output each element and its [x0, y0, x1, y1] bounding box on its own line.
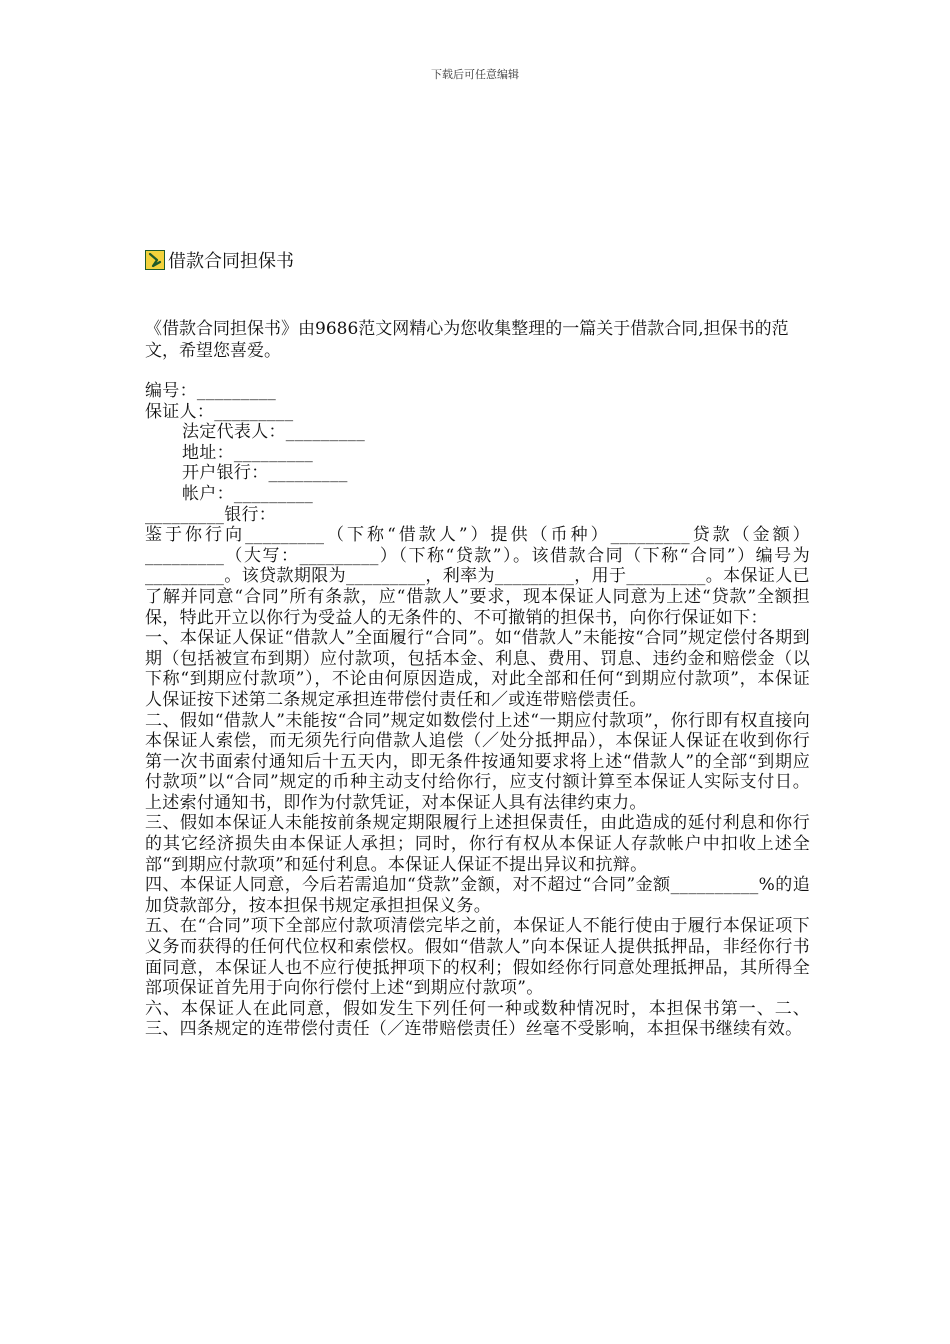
- paragraph-clause-5: 五、在“合同”项下全部应付款项清偿完毕之前，本保证人不能行使由于履行本保证项下义务而获得的任何代位权和索偿权。假如“借款人”向本保证人提供抵押品，非经你行书面同意，本保证人也不应行使抵押项下的权利；假如经你行同意处理抵押品，其所得全部项保证首先用于向你行偿付上述“到期应付款项”。: [145, 916, 810, 999]
- paragraph-clause-1: 一、本保证人保证“借款人”全面履行“合同”。如“借款人”未能按“合同”规定偿付各期到期（包括被宣布到期）应付款项，包括本金、利息、费用、罚息、违约金和赔偿金（以下称“到期应付款项”），不论由何原因造成，对此全部和任何“到期应付款项”，本保证人保证按下述第二条规定承担连带偿付责任和／或连带赔偿责任。: [145, 628, 810, 710]
- paragraph-clause-4: 四、本保证人同意，今后若需追加“贷款”金额，对不超过“合同”金额__________%的追加贷款部分，按本担保书规定承担担保义务。: [145, 875, 810, 916]
- page-header: 下载后可任意编辑: [431, 68, 519, 81]
- field-number: 编号：_________: [145, 381, 277, 401]
- paragraph-preamble: 鉴于你行向_________（下称“借款人”）提供（币种）_________贷款（金额）_________（大写：_________）（下称“贷款”）。该借款合同（下称“合同”）编号为_________。该贷款期限为_________，利率为_________，用于_________。本保证人已了解并同意“合同”所有条款，应“借款人”要求，现本保证人同意为上述“贷款”全额担保，特此开立以你行为受益人的无条件的、不可撤销的担保书，向你行保证如下：: [145, 525, 810, 628]
- field-address: 地址：_________: [182, 442, 314, 463]
- field-legal-rep: 法定代表人：_________: [182, 422, 365, 443]
- field-guarantor: 保证人：_________: [145, 401, 294, 422]
- paragraph-clause-2: 二、假如“借款人”未能按“合同”规定如数偿付上述“一期应付款项”，你行即有权直接向本保证人索偿，而无须先行向借款人追偿（／处分抵押品），本保证人保证在收到你行第一次书面索付通知后十五天内，即无条件按通知要求将上述“借款人”的全部“到期应付款项”以“合同”规定的币种主动支付给你行，应支付额计算至本保证人实际支付日。上述索付通知书，即作为付款凭证，对本保证人具有法律约束力。: [145, 710, 810, 813]
- intro-paragraph: 《借款合同担保书》由9686范文网精心为您收集整理的一篇关于借款合同,担保书的范文，希望您喜爱。: [145, 319, 789, 361]
- paragraph-clause-3: 三、假如本保证人未能按前条规定期限履行上述担保责任，由此造成的延付利息和你行的其它经济损失由本保证人承担；同时，你行有权从本保证人存款帐户中扣收上述全部“到期应付款项”和延付利息。本保证人保证不提出异议和抗辩。: [145, 813, 810, 875]
- document-title-row: [145, 247, 294, 273]
- field-account: 帐户：_________: [182, 483, 314, 504]
- field-bank: 开户银行：_________: [182, 463, 348, 484]
- document-title: 借款合同担保书: [168, 251, 294, 272]
- field-to-bank: _________银行：: [145, 504, 277, 525]
- document-icon: [145, 250, 165, 270]
- paragraph-clause-6: 六、本保证人在此同意，假如发生下列任何一种或数种情况时，本担保书第一、二、三、四条规定的连带偿付责任（／连带赔偿责任）丝毫不受影响，本担保书继续有效。: [145, 998, 810, 1040]
- document-body: [145, 381, 810, 1040]
